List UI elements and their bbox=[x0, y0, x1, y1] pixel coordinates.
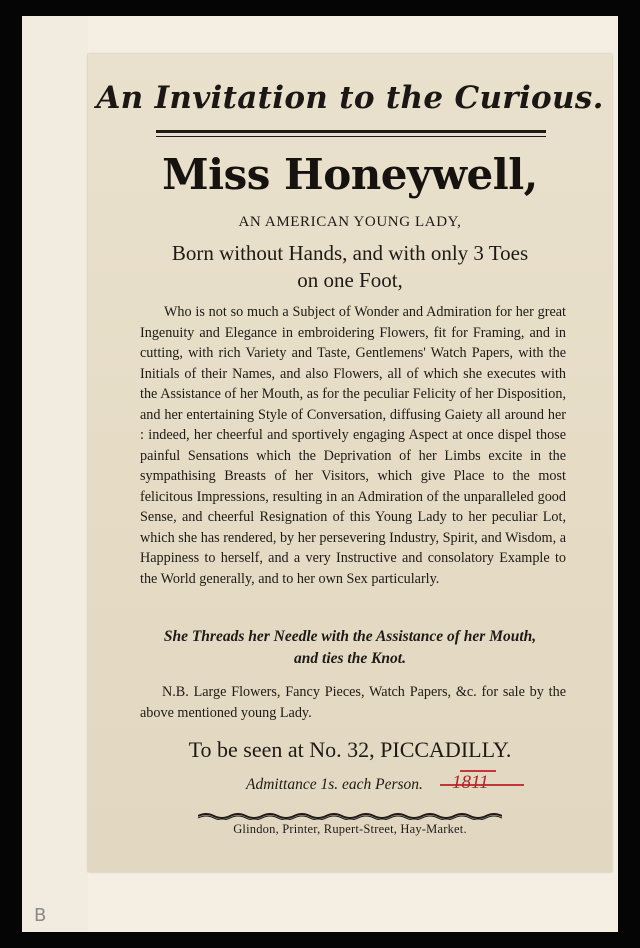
performer-name: Miss Honeywell, bbox=[162, 150, 538, 199]
mount-margin bbox=[22, 16, 88, 932]
handbill-heading: An Invitation to the Curious. bbox=[96, 80, 604, 116]
needle-line-1: She Threads her Needle with the Assistance of her Mouth, bbox=[163, 628, 537, 645]
corner-mark: B bbox=[34, 905, 47, 926]
born-line-2: on one Foot, bbox=[297, 268, 403, 292]
double-rule-thick bbox=[156, 130, 546, 133]
description-paragraph: Who is not so much a Subject of Wonder and Admiration for her great Ingenuity and Elegance in embroidering Flowers, fit for Framing, and in cutting, with rich Variety and Taste, Gentlemens' Watch Papers, with the Initials of their Names, and also Flowers, all of which she executes with the Assistance of her Mouth, as for the peculiar Felicity of her Disposition, and her entertaining Style of Conversation, diffusing Gaiety all around her : indeed, her cheerful and sportively engaging Aspect at once dispel those painful Sensations which the Deprivation of her Limbs excite in the sympathising Breasts of her Visitors, which give Place to the most felicitous Impressions, resulting in an Admiration of the unparalleled good Sense, and cheerful Resignation of this Young Lady to her peculiar Lot, which she has rendered, by her persevering Industry, Spirit, and Wisdom, a Happiness to herself, and a very Instructive and consolatory Example to the World generally, and to her own Sex particularly. bbox=[140, 304, 566, 587]
handbill-sheet bbox=[88, 54, 612, 872]
nota-bene-note: N.B. Large Flowers, Fancy Pieces, Watch Papers, &c. for sale by the above mentioned young Lady. bbox=[140, 684, 566, 721]
admittance-line: Admittance 1s. each Person. bbox=[246, 776, 423, 793]
needle-line-2: and ties the Knot. bbox=[294, 650, 406, 667]
handwritten-year: 1811 bbox=[452, 772, 489, 793]
double-rule-thin bbox=[156, 136, 546, 137]
born-line-1: Born without Hands, and with only 3 Toes bbox=[171, 241, 529, 265]
venue-line: To be seen at No. 32, PICCADILLY. bbox=[188, 737, 512, 762]
printer-imprint: Glindon, Printer, Rupert-Street, Hay-Market. bbox=[233, 822, 467, 836]
born-statement bbox=[118, 240, 582, 294]
needle-statement bbox=[128, 626, 572, 670]
performer-subtitle: AN AMERICAN YOUNG LADY, bbox=[238, 214, 462, 230]
ornamental-rule bbox=[198, 812, 502, 820]
